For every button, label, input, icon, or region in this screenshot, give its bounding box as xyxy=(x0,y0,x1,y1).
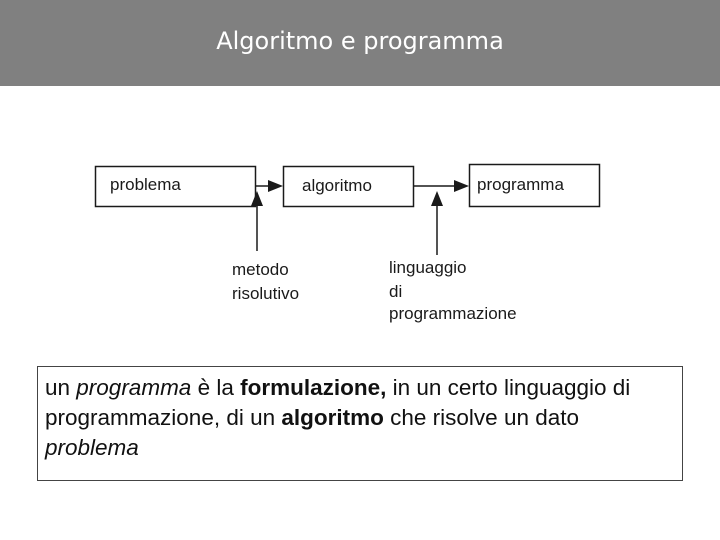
def-text-2: è la xyxy=(191,375,241,400)
arrowhead-programma xyxy=(454,180,469,192)
node-problema-label: problema xyxy=(110,175,181,194)
def-term-programma: programma xyxy=(76,375,192,400)
arrowhead-algoritmo xyxy=(268,180,283,192)
label-linguaggio-line1: linguaggio xyxy=(389,258,467,277)
def-text-3: in un certo linguaggio di programmazione, di un xyxy=(45,375,631,430)
def-text-4: che risolve un dato xyxy=(383,405,580,430)
node-programma-label: programma xyxy=(477,175,564,194)
arrowhead-linguaggio xyxy=(431,191,443,206)
label-metodo-line2: risolutivo xyxy=(232,284,300,303)
label-linguaggio-line3: programmazione xyxy=(389,304,517,323)
definition-text xyxy=(45,373,675,463)
node-algoritmo-label: algoritmo xyxy=(302,176,372,195)
slide-title: Algoritmo e programma xyxy=(216,27,504,55)
def-term-problema: problema xyxy=(45,435,139,460)
arrowhead-metodo xyxy=(251,191,263,206)
def-text-1: un xyxy=(45,375,77,400)
def-term-algoritmo: algoritmo xyxy=(281,405,384,430)
def-term-formulazione: formulazione, xyxy=(240,375,387,400)
label-linguaggio-line2: di xyxy=(389,282,403,301)
label-metodo-line1: metodo xyxy=(232,260,289,279)
definition-box xyxy=(37,366,683,481)
